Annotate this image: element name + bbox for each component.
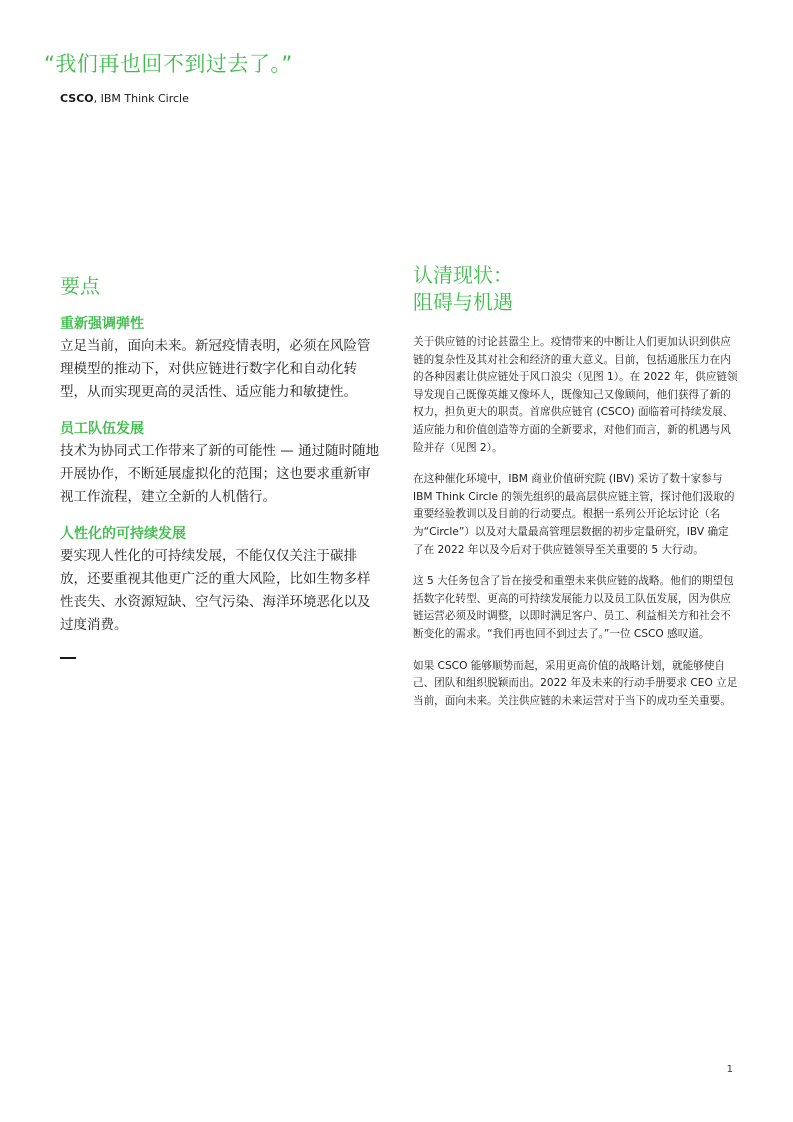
pull-quote: “我们再也回不到过去了。” bbox=[44, 52, 293, 76]
article-paragraph: 如果 CSCO 能够顺势而起，采用更高价值的战略计划，就能够使自己、团队和组织脱颖而出。2022 年及未来的行动手册要求 CEO 立足当前，面向未来。关注供应链的未来运营对于当下的成功至关重要。 bbox=[413, 659, 738, 707]
key-point-item bbox=[60, 313, 382, 404]
main-article-column bbox=[413, 262, 738, 724]
key-points-column bbox=[60, 270, 382, 659]
page-number: 1 bbox=[726, 1064, 733, 1075]
section-heading-line2: 阻碍与机遇 bbox=[413, 290, 513, 314]
section-heading bbox=[413, 262, 738, 316]
key-point-body: 要实现人性化的可持续发展，不能仅仅关注于碳排放，还要重视其他更广泛的重大风险，比如生物多样性丧失、水资源短缺、空气污染、海洋环境恶化以及过度消费。 bbox=[60, 548, 371, 633]
key-point-body: 技术为协同式工作带来了新的可能性 — 通过随时随地开展协作，不断延展虚拟化的范围；这也要求重新审视工作流程，建立全新的人机偕行。 bbox=[60, 443, 380, 505]
quote-attribution bbox=[60, 92, 189, 105]
key-point-body: 立足当前，面向未来。新冠疫情表明，必须在风险管理模型的推动下，对供应链进行数字化和自动化转型，从而实现更高的灵活性、适应能力和敏捷性。 bbox=[60, 338, 371, 400]
attribution-role: CSCO bbox=[60, 92, 94, 105]
section-heading-line1: 认清现状： bbox=[413, 263, 513, 287]
key-point-item bbox=[60, 523, 382, 637]
section-divider-dash bbox=[60, 657, 76, 659]
key-points-heading: 要点 bbox=[60, 274, 100, 298]
key-point-item bbox=[60, 418, 382, 509]
key-point-title: 重新强调弹性 bbox=[60, 316, 144, 332]
article-paragraph: 关于供应链的讨论甚嚣尘上。疫情带来的中断让人们更加认识到供应链的复杂性及其对社会和经济的重大意义。目前，包括通胀压力在内的各种因素让供应链处于风口浪尖（见图 1）。在 2022 年，供应链领导发现自己既像英雄又像坏人，既像知己又像顾问，他们获得了新的权力，担负更大的职责。首席供应链官 (CSCO) 面临着可持续发展、适应能力和价值创造等方面的全新要求，对他们而言，新的机遇与风险并存（见图 2）。 bbox=[413, 336, 738, 454]
article-paragraph: 在这种催化环境中，IBM 商业价值研究院 (IBV) 采访了数十家参与 IBM Think Circle 的领先组织的最高层供应链主管，探讨他们汲取的重要经验教训以及目前的行动要点。根据一系列公开论坛讨论（名为“Circle”）以及对大量最高管理层数据的初步定量研究，IBV 确定了在 2022 年以及今后对于供应链领导至关重要的 5 大行动。 bbox=[413, 473, 735, 556]
key-point-title: 员工队伍发展 bbox=[60, 421, 144, 437]
key-point-title: 人性化的可持续发展 bbox=[60, 526, 186, 542]
attribution-source: , IBM Think Circle bbox=[93, 92, 189, 105]
article-paragraph: 这 5 大任务包含了旨在接受和重塑未来供应链的战略。他们的期望包括数字化转型、更高的可持续发展能力以及员工队伍发展，因为供应链运营必须及时调整，以即时满足客户、员工、利益相关方和社会不断变化的需求。“我们再也回不到过去了。”一位 CSCO 感叹道。 bbox=[413, 575, 734, 640]
